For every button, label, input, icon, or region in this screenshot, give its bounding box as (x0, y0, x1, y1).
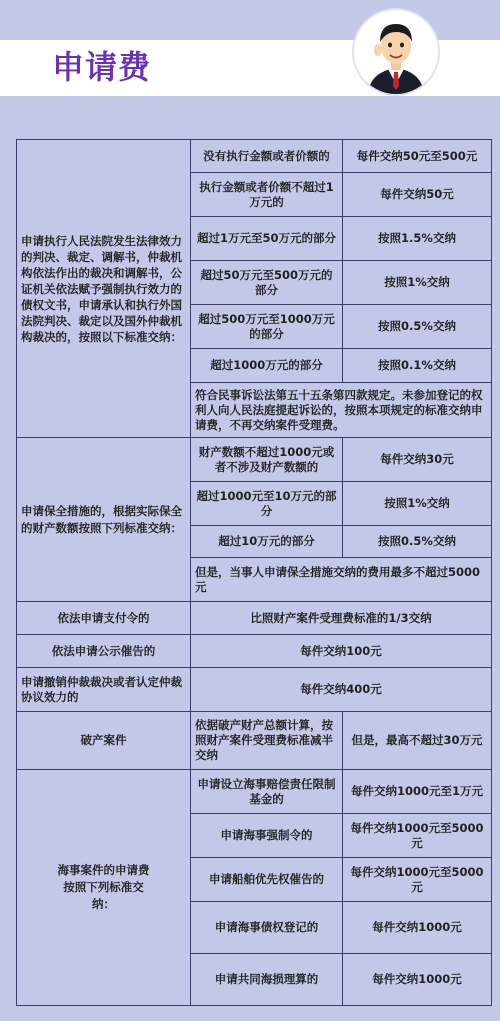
bankruptcy-category: 破产案件 (17, 712, 191, 770)
arbitration-fee: 每件交纳400元 (191, 668, 492, 712)
enforcement-condition: 超过1万元至50万元的部分 (191, 217, 343, 261)
enforcement-condition: 执行金额或者价额不超过1万元的 (191, 173, 343, 217)
arbitration-category: 申请撤销仲裁裁决或者认定仲裁协议效力的 (17, 668, 191, 712)
enforcement-category: 申请执行人民法院发生法律效力的判决、裁定、调解书，仲裁机构依法作出的裁决和调解书，公证机关依法赋予强制执行效力的债权文书，申请承认和执行外国法院判决、裁定以及国外仲裁机构裁决的，按照以下标准交纳： (17, 140, 191, 438)
businessman-avatar-icon (352, 8, 440, 96)
enforcement-fee: 按照0.1%交纳 (343, 349, 492, 383)
enforcement-condition: 超过1000万元的部分 (191, 349, 343, 383)
table-row (17, 712, 492, 770)
preservation-fee: 每件交纳30元 (343, 438, 492, 482)
maritime-fee: 每件交纳1000元至5000元 (343, 858, 492, 902)
enforcement-fee: 每件交纳50元至500元 (343, 140, 492, 173)
preservation-category: 申请保全措施的，根据实际保全的财产数额按照下列标准交纳： (17, 438, 191, 602)
table-row (17, 635, 492, 668)
enforcement-note: 符合民事诉讼法第五十五条第四款规定。未参加登记的权利人向人民法庭提起诉讼的，按照本项规定的标准交纳申请费，不再交纳案件受理费。 (191, 383, 492, 438)
preservation-fee: 按照0.5%交纳 (343, 526, 492, 558)
bankruptcy-fee: 但是，最高不超过30万元 (343, 712, 492, 770)
preservation-condition: 财产数额不超过1000元或者不涉及财产数额的 (191, 438, 343, 482)
preservation-fee: 按照1%交纳 (343, 482, 492, 526)
bankruptcy-condition: 依据破产财产总额计算，按照财产案件受理费标准减半交纳 (191, 712, 343, 770)
enforcement-fee: 按照0.5%交纳 (343, 305, 492, 349)
payment-order-category: 依法申请支付令的 (17, 602, 191, 635)
fee-table-wrapper (16, 139, 491, 1006)
fee-table (16, 139, 492, 1006)
maritime-condition: 申请船舶优先权催告的 (191, 858, 343, 902)
table-row (17, 140, 492, 173)
maritime-fee: 每件交纳1000元 (343, 954, 492, 1006)
enforcement-fee: 按照1%交纳 (343, 261, 492, 305)
preservation-note: 但是，当事人申请保全措施交纳的费用最多不超过5000元 (191, 558, 492, 602)
table-row (17, 438, 492, 482)
table-row (17, 668, 492, 712)
enforcement-condition: 超过500万元至1000万元的部分 (191, 305, 343, 349)
enforcement-condition: 超过50万元至500万元的部分 (191, 261, 343, 305)
maritime-category: 海事案件的申请费按照下列标准交纳： (17, 770, 191, 1006)
table-row (17, 770, 492, 814)
preservation-condition: 超过10万元的部分 (191, 526, 343, 558)
maritime-fee: 每件交纳1000元至5000元 (343, 814, 492, 858)
maritime-condition: 申请海事债权登记的 (191, 902, 343, 954)
enforcement-condition: 没有执行金额或者价额的 (191, 140, 343, 173)
payment-order-fee: 比照财产案件受理费标准的1/3交纳 (191, 602, 492, 635)
table-row (17, 602, 492, 635)
preservation-condition: 超过1000元至10万元的部分 (191, 482, 343, 526)
public-notice-fee: 每件交纳100元 (191, 635, 492, 668)
page-title: 申请费 (52, 48, 152, 86)
maritime-fee: 每件交纳1000元 (343, 902, 492, 954)
maritime-fee: 每件交纳1000元至1万元 (343, 770, 492, 814)
maritime-condition: 申请海事强制令的 (191, 814, 343, 858)
public-notice-category: 依法申请公示催告的 (17, 635, 191, 668)
enforcement-fee: 按照1.5%交纳 (343, 217, 492, 261)
enforcement-fee: 每件交纳50元 (343, 173, 492, 217)
maritime-condition: 申请共同海损理算的 (191, 954, 343, 1006)
maritime-condition: 申请设立海事赔偿责任限制基金的 (191, 770, 343, 814)
